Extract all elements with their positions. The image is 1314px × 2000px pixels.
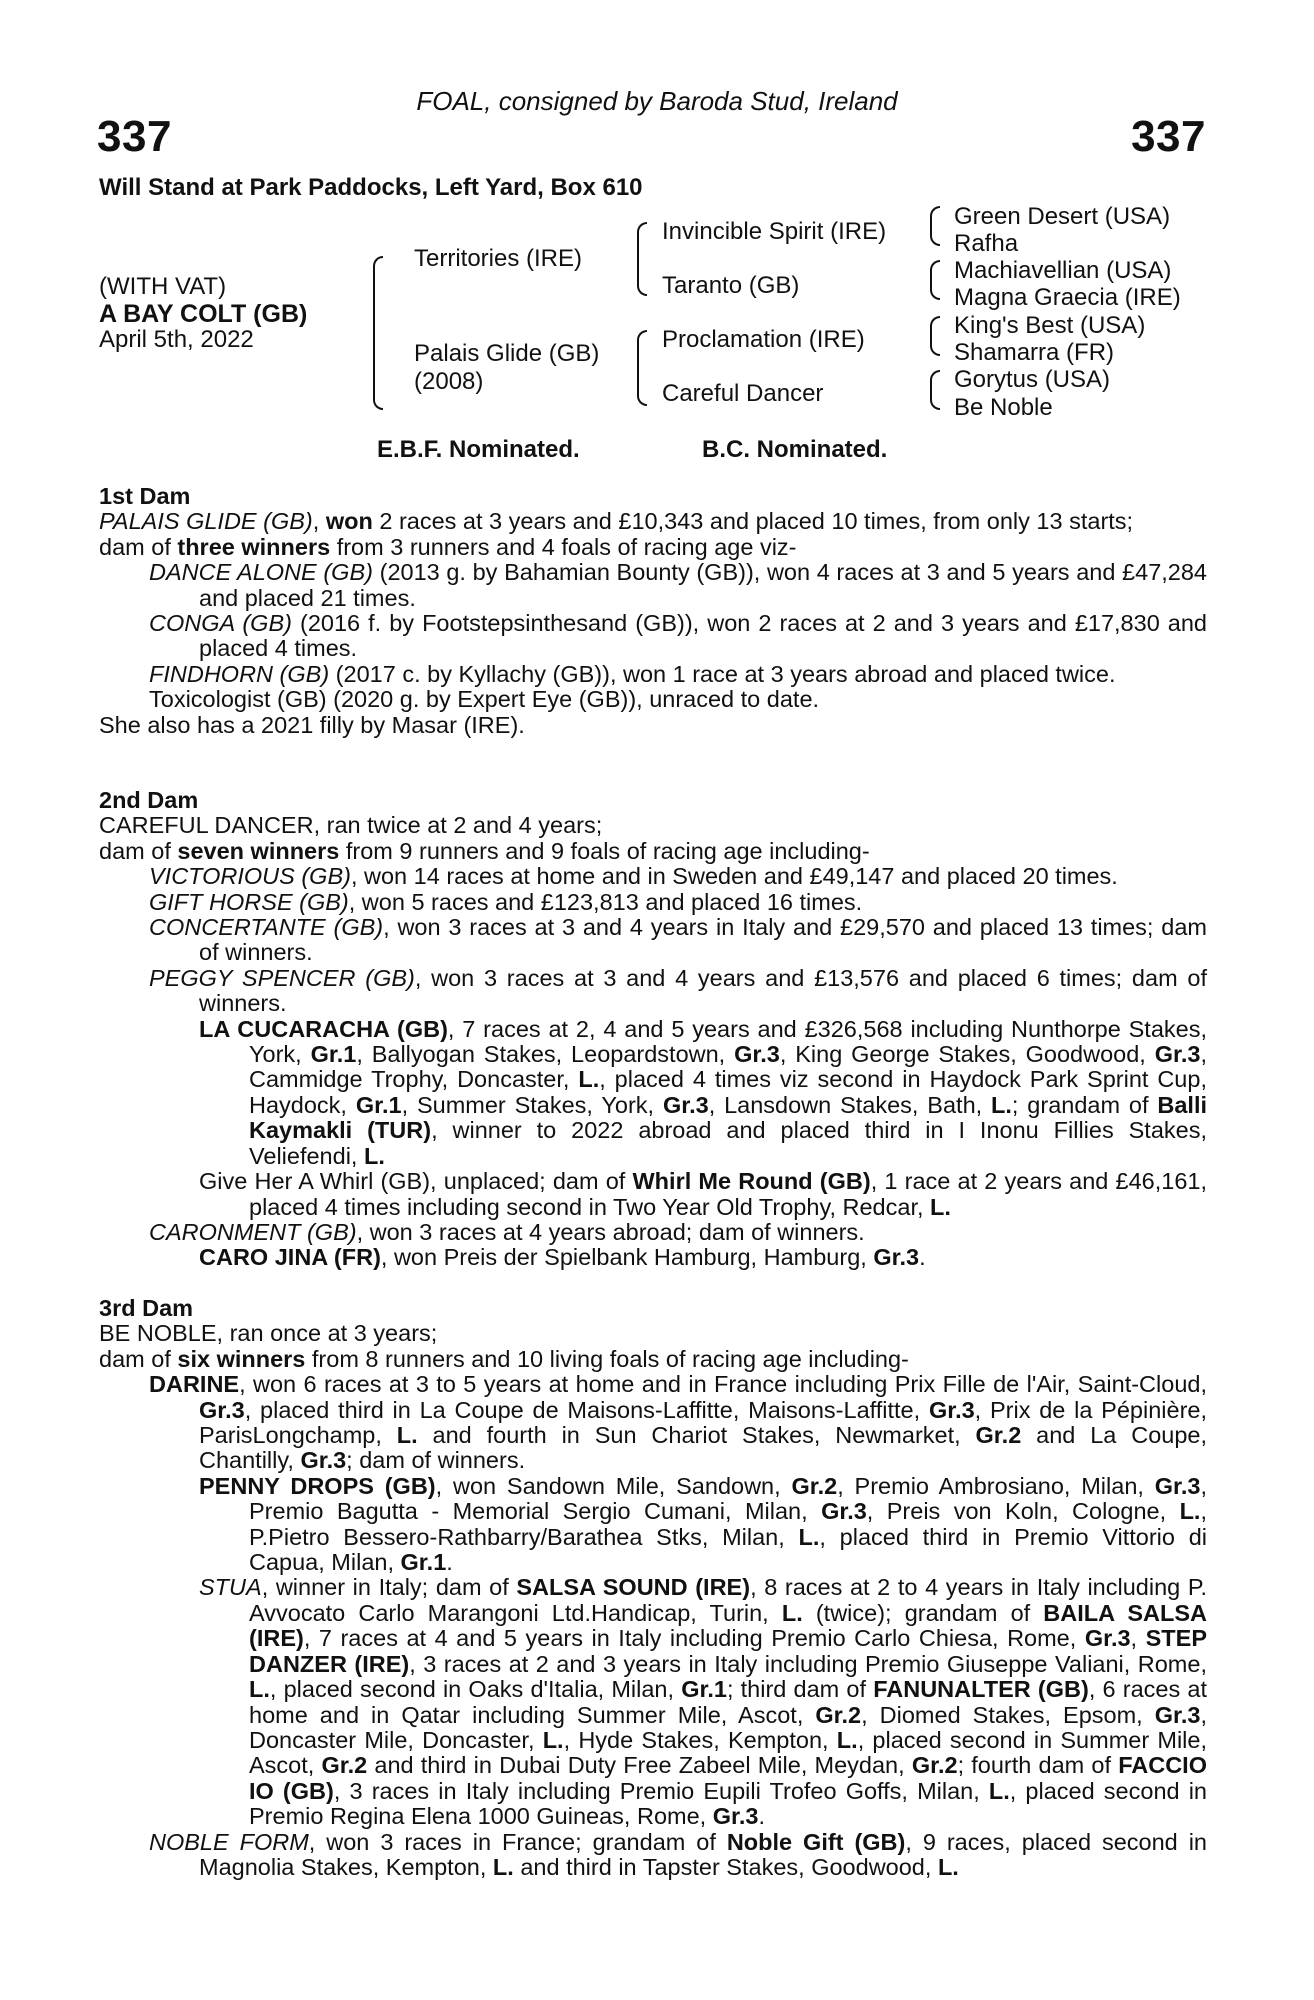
pedigree-dam-sire: Proclamation (IRE) [662,326,865,353]
first-dam-progeny: FINDHORN (GB) (2017 c. by Kyllachy (GB)), won 1 race at 3 years abroad and placed twice. [149,660,1116,687]
third-dam-progeny: NOBLE FORM, won 3 races in France; grandam of Noble Gift (GB), 9 races, placed second in Magnolia Stakes, Kempton, L. and third in Tapster Stakes, Goodwood, L. [149,1828,1207,1880]
first-dam-heading: 1st Dam [99,483,191,509]
pedigree-brace-dam [637,330,647,406]
pedigree-dam-year: (2008) [414,368,484,395]
first-dam-progeny: Toxicologist (GB) (2020 g. by Expert Eye (GB)), unraced to date. [149,686,820,713]
third-dam-grandprogeny: PENNY DROPS (GB), won Sandown Mile, Sandown, Gr.2, Premio Ambrosiano, Milan, Gr.3, Premio Bagutta - Memorial Sergio Cumani, Milan, Gr.3, Preis von Koln, Cologne, L., P.Pietro Bessero-Rathbarry/Barathea Stks, Milan, L., placed third in Premio Vittorio di Capua, Milan, Gr.1. [199,1472,1207,1576]
first-dam-line: dam of three winners from 3 runners and 4 foals of racing age viz- [99,533,797,560]
pedigree-g1: Green Desert (USA) [954,203,1171,230]
third-dam-grandprogeny: STUA, winner in Italy; dam of SALSA SOUND (IRE), 8 races at 2 to 4 years in Italy including P. Avvocato Carlo Marangoni Ltd.Handicap, Turin, L. (twice); grandam of BAILA SALSA (IRE), 7 races at 4 and 5 years in Italy including Premio Carlo Chiesa, Rome, Gr.3, STEP DANZER (IRE), 3 races at 2 and 3 years in Italy including Premio Giuseppe Valiani, Rome, L., placed second in Oaks d'Italia, Milan, Gr.1; third dam of FANUNALTER (GB), 6 races at home and in Qatar including Summer Mile, Ascot, Gr.2, Diomed Stakes, Epsom, Gr.3, Doncaster Mile, Doncaster, L., Hyde Stakes, Kempton, L., placed second in Summer Mile, Ascot, Gr.2 and third in Dubai Duty Free Zabeel Mile, Meydan, Gr.2; fourth dam of FACCIO IO (GB), 3 races in Italy including Premio Eupili Trofeo Goffs, Milan, L., placed second in Premio Regina Elena 1000 Guineas, Rome, Gr.3. [199,1574,1207,1830]
second-dam-heading: 2nd Dam [99,787,199,813]
lot-number-left: 337 [97,112,172,161]
second-dam-progeny: CONCERTANTE (GB), won 3 races at 3 and 4 years in Italy and £29,570 and placed 13 times; dam of winners. [149,914,1207,966]
pedigree-brace-g3 [930,316,940,356]
pedigree-brace-sire [637,222,647,296]
pedigree-g5: King's Best (USA) [954,312,1146,339]
first-dam-note: She also has a 2021 filly by Masar (IRE). [99,711,525,738]
pedigree-g4: Magna Graecia (IRE) [954,284,1181,311]
second-dam-grandprogeny: LA CUCARACHA (GB), 7 races at 2, 4 and 5 years and £326,568 including Nunthorpe Stakes, York, Gr.1, Ballyogan Stakes, Leopardstown, Gr.3, King George Stakes, Goodwood, Gr.3, Cammidge Trophy, Doncaster, L., placed 4 times viz second in Haydock Park Sprint Cup, Haydock, Gr.1, Summer Stakes, York, Gr.3, Lansdown Stakes, Bath, L.; grandam of Balli Kaymakli (TUR), winner to 2022 abroad and placed third in I Inonu Fillies Stakes, Veliefendi, L. [199,1015,1208,1169]
second-dam-progeny: GIFT HORSE (GB), won 5 races and £123,813 and placed 16 times. [149,888,863,915]
pedigree-dam: Palais Glide (GB) [414,340,600,367]
lot-number-right: 337 [1131,112,1206,161]
second-dam-progeny: PEGGY SPENCER (GB), won 3 races at 3 and 4 years and £13,576 and placed 6 times; dam of winners. [149,964,1207,1017]
pedigree-sire-dam: Taranto (GB) [662,272,800,299]
pedigree-g6: Shamarra (FR) [954,339,1115,366]
pedigree-brace-g1 [930,206,940,246]
pedigree-sire: Territories (IRE) [414,245,583,272]
second-dam-progeny: CARONMENT (GB), won 3 races at 4 years abroad; dam of winners. [149,1218,865,1245]
pedigree-g3: Machiavellian (USA) [954,257,1172,284]
second-dam-line: CAREFUL DANCER, ran twice at 2 and 4 years; [99,812,603,839]
consignor-line: FOAL, consigned by Baroda Stud, Ireland [416,86,898,116]
second-dam-progeny: VICTORIOUS (GB), won 14 races at home and in Sweden and £49,147 and placed 20 times. [149,863,1118,890]
third-dam-heading: 3rd Dam [99,1295,194,1321]
pedigree-brace-g2 [930,260,940,300]
horse-name: A BAY COLT (GB) [99,300,308,328]
horse-dob: April 5th, 2022 [99,326,254,353]
third-dam-section [99,1296,1207,1880]
pedigree-brace-g4 [930,370,940,410]
pedigree-brace-main [373,256,383,410]
second-dam-grandprogeny: CARO JINA (FR), won Preis der Spielbank Hamburg, Hamburg, Gr.3. [199,1244,926,1271]
second-dam-section [99,788,1207,1271]
bc-nominated: B.C. Nominated. [702,436,888,463]
first-dam-progeny: DANCE ALONE (GB) (2013 g. by Bahamian Bounty (GB)), won 4 races at 3 and 5 years and £47,284 and placed 21 times. [149,559,1207,611]
pedigree-g7: Gorytus (USA) [954,366,1111,393]
vat-note: (WITH VAT) [99,273,227,300]
third-dam-line: dam of six winners from 8 runners and 10 living foals of racing age including- [99,1345,909,1372]
second-dam-line: dam of seven winners from 9 runners and 9 foals of racing age including- [99,837,870,864]
second-dam-grandprogeny: Give Her A Whirl (GB), unplaced; dam of Whirl Me Round (GB), 1 race at 2 years and £46,161, placed 4 times including second in Two Year Old Trophy, Redcar, L. [199,1168,1207,1220]
first-dam-section [99,484,1207,738]
pedigree-dam-dam: Careful Dancer [662,380,824,407]
ebf-nominated: E.B.F. Nominated. [377,436,580,463]
third-dam-progeny: DARINE, won 6 races at 3 to 5 years at home and in France including Prix Fille de l'Air, Saint-Cloud, Gr.3, placed third in La Coupe de Maisons-Laffitte, Maisons-Laffitte, Gr.3, Prix de la Pépinière, ParisLongchamp, L. and fourth in Sun Chariot Stakes, Newmarket, Gr.2 and La Coupe, Chantilly, Gr.3; dam of winners. [149,1371,1208,1474]
first-dam-progeny: CONGA (GB) (2016 f. by Footstepsinthesand (GB)), won 2 races at 2 and 3 years and £17,830 and placed 4 times. [149,610,1208,662]
third-dam-line: BE NOBLE, ran once at 3 years; [99,1320,438,1347]
pedigree-g8: Be Noble [954,394,1053,421]
first-dam-line: PALAIS GLIDE (GB), won 2 races at 3 years and £10,343 and placed 10 times, from only 13 starts; [99,508,1134,535]
stand-location: Will Stand at Park Paddocks, Left Yard, Box 610 [99,174,643,201]
pedigree-g2: Rafha [954,230,1019,257]
pedigree-sire-sire: Invincible Spirit (IRE) [662,218,887,245]
